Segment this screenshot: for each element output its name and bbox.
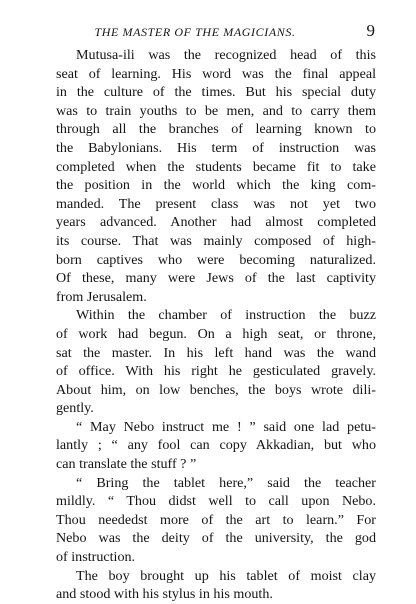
text-line: gently.: [56, 400, 94, 417]
text-line: the position in the world which the king com-: [56, 177, 376, 194]
text-line: of office. With his right he gesticulated gravely.: [56, 363, 376, 380]
text-line: lantly ; “ any fool can copy Akkadian, but who: [56, 437, 376, 454]
text-line: Mutusa-ili was the recognized head of this: [76, 47, 376, 63]
text-line: sat the master. In his left hand was the wand: [56, 344, 376, 361]
text-line: Within the chamber of instruction the buzz: [76, 307, 376, 324]
text-line: completed when the students became fit to take: [56, 158, 376, 175]
text-line: from Jerusalem.: [56, 288, 147, 305]
page-number: 9: [366, 21, 375, 40]
text-line: manded. The present class was not yet two: [56, 195, 376, 212]
paragraph: [56, 46, 376, 306]
body-text: [56, 46, 376, 604]
text-line: Nebo was the deity of the university, the god: [56, 530, 376, 547]
text-line: Thou neededst more of the art to learn.” For: [56, 511, 376, 528]
text-line: mildly. “ Thou didst well to call upon Nebo.: [56, 493, 376, 510]
text-line: was to train youths to be men, and to carry them: [56, 102, 376, 119]
text-line: its course. That was mainly composed of high-: [56, 232, 376, 249]
paragraph: [56, 474, 376, 567]
text-line: “ Bring the tablet here,” said the teacher: [76, 474, 376, 491]
text-line: born captives who were becoming naturalized.: [56, 251, 376, 268]
text-line: Of these, many were Jews of the last captivity: [56, 270, 376, 287]
text-line: years advanced. Another had almost completed: [56, 214, 376, 231]
text-line: in the culture of the times. But his special duty: [56, 84, 376, 101]
paragraph: [56, 306, 376, 418]
text-line: through all the branches of learning known to: [56, 121, 376, 138]
text-line: of work had begun. On a high seat, or throne,: [56, 325, 376, 342]
paragraph: [56, 567, 376, 604]
text-line: of instruction.: [56, 549, 136, 566]
running-title: THE MASTER OF THE MAGICIANS.: [94, 25, 296, 39]
text-line: seat of learning. His word was the final appeal: [56, 65, 376, 82]
running-head: [55, 21, 375, 43]
text-line: the Babylonians. His term of instruction was: [56, 139, 376, 156]
text-line: and stood with his stylus in his mouth.: [56, 586, 273, 603]
text-line: can translate the stuff ? ”: [56, 456, 197, 473]
text-line: About him, on low benches, the boys wrote dili-: [56, 381, 376, 398]
text-line: “ May Nebo instruct me ! ” said one lad petu-: [76, 418, 376, 435]
text-line: The boy brought up his tablet of moist clay: [76, 567, 376, 584]
paragraph: [56, 418, 376, 474]
